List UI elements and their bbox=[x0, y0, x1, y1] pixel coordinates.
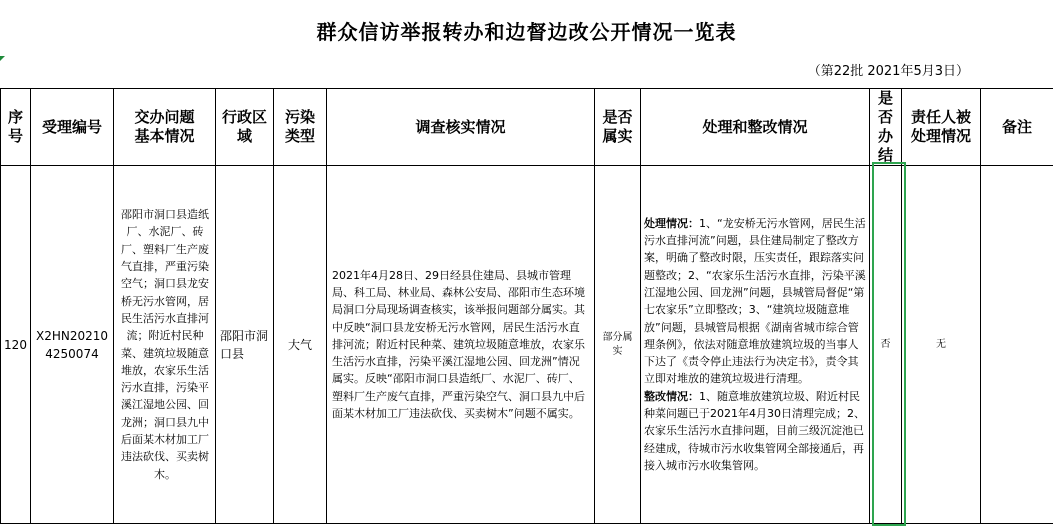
cell-code[interactable] bbox=[31, 166, 114, 524]
header-region[interactable]: 行政区域 bbox=[216, 89, 274, 166]
header-seq[interactable]: 序号 bbox=[1, 89, 31, 166]
cell-is-true-text: 部分属实 bbox=[595, 331, 640, 359]
cell-comment-marker bbox=[0, 56, 5, 61]
cell-is-closed[interactable] bbox=[870, 166, 902, 524]
cell-is-closed-text: 否 bbox=[881, 339, 891, 350]
rectify-label: 整改情况： bbox=[644, 390, 699, 403]
cell-investigation-text: 2021年4月28日、29日经县住建局、县城市管理局、科工局、林业局、森林公安局、邵阳市生态环境局洞口分局现场调查核实，该举报问题部分属实。其中反映“洞口县龙安桥无污水管网，居民生活污水直排河流；附近村民种菜、建筑垃圾随意堆放，农家乐生活污水直排，污染平溪江湿地公园、回龙洲”情况属实。反映“邵阳市洞口县造纸厂、水泥厂、砖厂、塑料厂生产废气直排，严重污染空气、洞口县九中后面某木材加工厂违法砍伐、买卖树木”问题不属实。 bbox=[327, 267, 594, 423]
header-is-closed[interactable]: 是否办结 bbox=[870, 89, 902, 166]
cell-seq[interactable]: 120 bbox=[1, 166, 31, 524]
cell-handling-text bbox=[641, 215, 869, 474]
header-investigation[interactable]: 调查核实情况 bbox=[327, 89, 595, 166]
cell-handling[interactable] bbox=[641, 166, 870, 524]
table-row bbox=[1, 166, 1053, 524]
header-handling[interactable]: 处理和整改情况 bbox=[641, 89, 870, 166]
header-row bbox=[1, 89, 1053, 166]
cell-code-text: X2HN202104250074 bbox=[31, 327, 113, 363]
cell-pollution[interactable]: 大气 bbox=[274, 166, 327, 524]
handling-label: 处理情况： bbox=[644, 217, 699, 230]
cell-region-text: 邵阳市洞口县 bbox=[216, 327, 273, 363]
cell-remarks[interactable] bbox=[981, 166, 1053, 524]
cell-issue-text: 邵阳市洞口县造纸厂、水泥厂、砖厂、塑料厂生产废气直排，严重污染空气；洞口县龙安桥无污水管网，居民生活污水直排河流；附近村民种菜、建筑垃圾随意堆放，农家乐生活污水直排，污染平溪江湿地公园、回龙洲；洞口县九中后面某木材加工厂违法砍伐、买卖树木。 bbox=[114, 206, 215, 483]
header-accountability[interactable]: 责任人被处理情况 bbox=[902, 89, 981, 166]
batch-date-subtitle: （第22批 2021年5月3日） bbox=[808, 60, 969, 84]
rectify-content: 1、随意堆放建筑垃圾、附近村民种菜问题已于2021年4月30日清理完成；2、农家乐生活污水直排问题，目前三级沉淀池已经建成，待城市污水收集管网全部接通后，再接入城市污水收集管网。 bbox=[644, 390, 865, 472]
header-remarks[interactable]: 备注 bbox=[981, 89, 1053, 166]
header-is-true[interactable]: 是否属实 bbox=[595, 89, 641, 166]
handling-content: 1、“龙安桥无污水管网，居民生活污水直排河流”问题，县住建局制定了整改方案，明确了整改时限，压实责任，跟踪落实问题整改；2、“农家乐生活污水直排，污染平溪江湿地公园、回龙洲”问题，县城管局督促“第七农家乐”立即整改；3、“建筑垃圾随意堆放”问题，县城管局根据《湖南省城市综合管理条例》，依法对随意堆放建筑垃圾的当事人下达了《责令停止违法行为决定书》，责令其立即对堆放的建筑垃圾进行清理。 bbox=[644, 217, 866, 386]
cell-region[interactable] bbox=[216, 166, 274, 524]
cell-investigation[interactable] bbox=[327, 166, 595, 524]
cell-is-true[interactable] bbox=[595, 166, 641, 524]
header-code[interactable]: 受理编号 bbox=[31, 89, 114, 166]
header-pollution[interactable]: 污染类型 bbox=[274, 89, 327, 166]
cell-accountability-text: 无 bbox=[936, 339, 946, 350]
report-table bbox=[0, 88, 1053, 524]
page-title: 群众信访举报转办和边督边改公开情况一览表 bbox=[0, 0, 1053, 60]
header-issue[interactable]: 交办问题基本情况 bbox=[114, 89, 216, 166]
cell-accountability[interactable] bbox=[902, 166, 981, 524]
cell-issue[interactable] bbox=[114, 166, 216, 524]
